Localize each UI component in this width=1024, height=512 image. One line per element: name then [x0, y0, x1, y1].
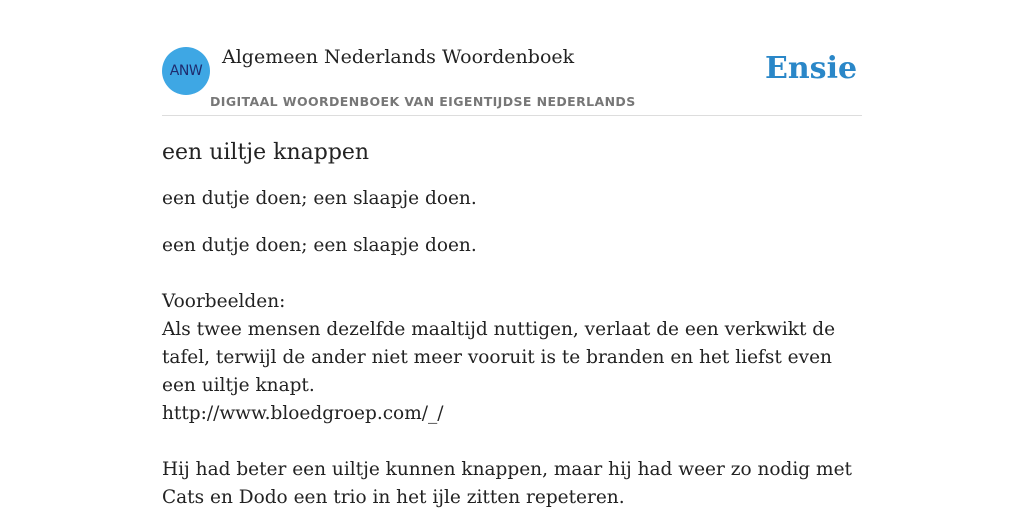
example-sentence: Hij had beter een uiltje kunnen knappen, maar hij had weer zo nodig met Cats en Dodo een trio in het ijle zitten repeteren. [162, 459, 852, 508]
dictionary-entry [162, 140, 862, 512]
entry-summary: een dutje doen; een slaapje doen. [162, 188, 477, 209]
example-source-link[interactable]: http://www.bloedgroep.com/_/ [162, 403, 444, 424]
entry-body [162, 232, 862, 512]
entry-headword: een uiltje knappen [162, 140, 370, 165]
ensie-brand-link[interactable]: Ensie [765, 51, 858, 86]
entry-definition: een dutje doen; een slaapje doen. [162, 235, 477, 256]
header-divider [162, 115, 862, 116]
anw-logo[interactable]: ANW [162, 47, 210, 95]
example-sentence: Als twee mensen dezelfde maaltijd nuttigen, verlaat de een verkwikt de tafel, terwijl de ander niet meer vooruit is te branden en het liefst even een uiltje knapt. [162, 319, 836, 396]
site-title: Algemeen Nederlands Woordenboek [222, 46, 575, 68]
examples-label: Voorbeelden: [162, 291, 286, 312]
site-subtitle: DIGITAAL WOORDENBOEK VAN EIGENTIJDSE NEDERLANDS [210, 94, 636, 109]
